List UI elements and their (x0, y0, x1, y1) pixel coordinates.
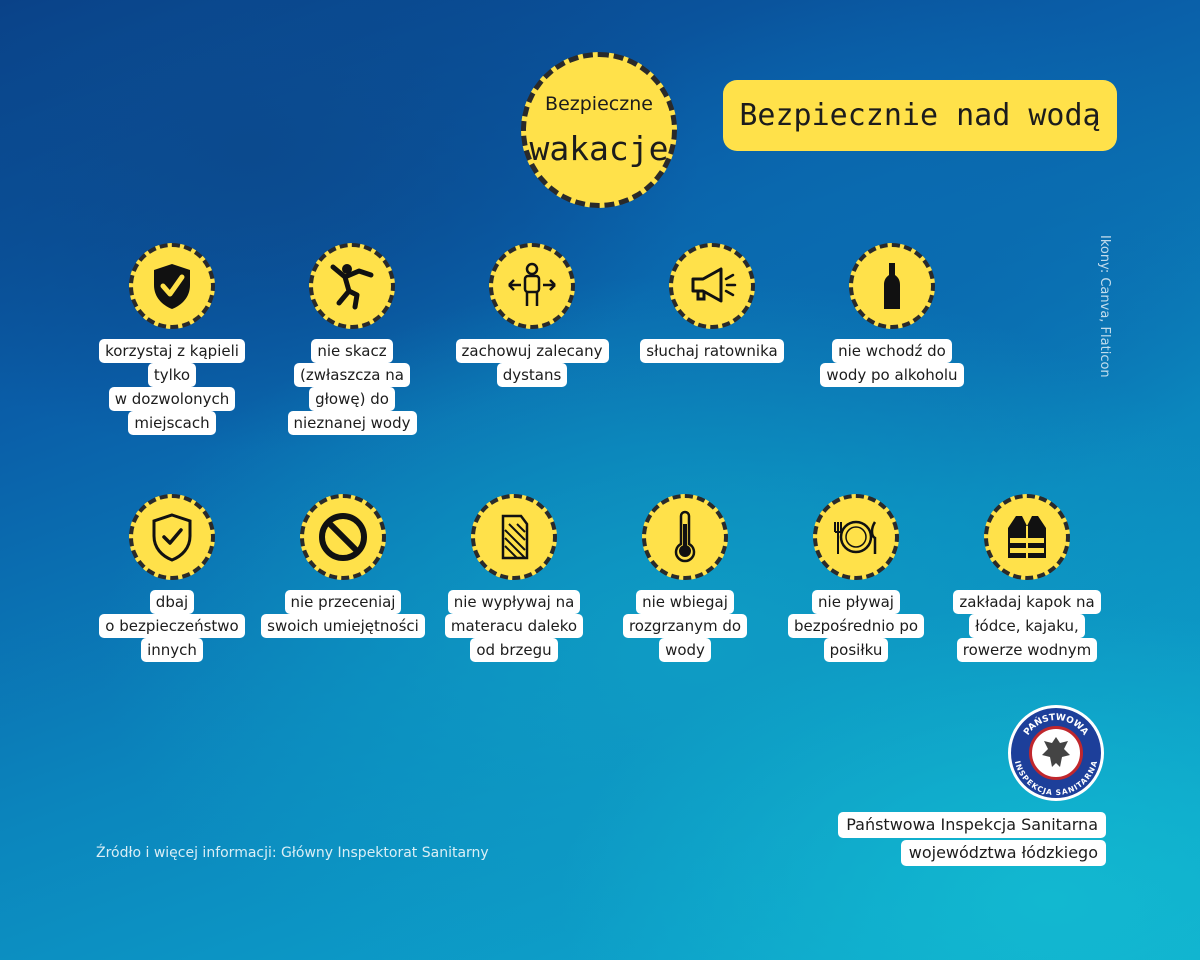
tip-label-line: wody po alkoholu (820, 363, 963, 387)
tip-label-line: głowę) do (309, 387, 395, 411)
mattress-icon (487, 510, 541, 564)
tip-icon-circle (489, 243, 575, 329)
tip-label-line: (zwłaszcza na (294, 363, 410, 387)
logo-top-text: PAŃSTWOWA (1022, 712, 1090, 738)
org-line-2: województwa łódzkiego (901, 840, 1106, 866)
tip-label-line: nie wchodź do (832, 339, 952, 363)
tip-icon-circle (471, 494, 557, 580)
organization-name (820, 812, 1106, 866)
tip-label-line: nieznanej wody (288, 411, 417, 435)
tip-icon-circle (813, 494, 899, 580)
badge-big-text: wakacje (529, 129, 669, 168)
tip-label (262, 339, 442, 435)
tip-label-line: swoich umiejętności (261, 614, 425, 638)
meal-plate-icon (829, 510, 883, 564)
thermometer-icon (658, 510, 712, 564)
shield-outline-check-icon (145, 510, 199, 564)
bottle-icon (865, 259, 919, 313)
tip-label-line: wody (659, 638, 711, 662)
tip-icon-circle (669, 243, 755, 329)
tip-icon-circle (309, 243, 395, 329)
tip-icon-circle (300, 494, 386, 580)
tip-label-line: łódce, kajaku, (969, 614, 1084, 638)
tip-label (766, 590, 946, 662)
tip-label-line: tylko (148, 363, 196, 387)
jumping-person-icon (325, 259, 379, 313)
tip-label-line: nie pływaj (812, 590, 900, 614)
tip-label (82, 590, 262, 662)
tip-label-line: zachowuj zalecany (456, 339, 609, 363)
tip-icon-circle (129, 243, 215, 329)
tip-icon-circle (849, 243, 935, 329)
tip-label-line: nie skacz (311, 339, 392, 363)
page-title: Bezpiecznie nad wodą (723, 80, 1117, 151)
tip-label-line: miejscach (128, 411, 215, 435)
tip-label (82, 339, 262, 435)
tip-label-line: nie przeceniaj (285, 590, 402, 614)
source-note: Źródło i więcej informacji: Główny Inspektorat Sanitarny (96, 845, 489, 861)
tip-label-line: dystans (497, 363, 568, 387)
tip-label (595, 590, 775, 662)
distance-person-icon (505, 259, 559, 313)
eagle-emblem-icon (1029, 726, 1083, 780)
tip-label-line: zakładaj kapok na (953, 590, 1100, 614)
tip-label-line: materacu daleko (445, 614, 583, 638)
summer-safety-badge (521, 52, 677, 208)
megaphone-icon (685, 259, 739, 313)
tip-label-line: od brzegu (470, 638, 557, 662)
sanitary-inspection-logo (1008, 705, 1104, 801)
tip-icon-circle (984, 494, 1070, 580)
tip-icon-circle (129, 494, 215, 580)
prohibited-icon (316, 510, 370, 564)
tip-label-line: o bezpieczeństwo (99, 614, 244, 638)
tip-label (253, 590, 433, 638)
tip-label-line: bezpośrednio po (788, 614, 924, 638)
badge-small-text: Bezpieczne (545, 93, 653, 115)
tip-icon-circle (642, 494, 728, 580)
shield-check-icon (145, 259, 199, 313)
tip-label (622, 339, 802, 363)
tip-label (937, 590, 1117, 662)
tip-label-line: rowerze wodnym (957, 638, 1098, 662)
logo-bottom-text: INSPEKCJA SANITARNA (1012, 759, 1100, 798)
org-line-1: Państwowa Inspekcja Sanitarna (838, 812, 1106, 838)
tip-label-line: rozgrzanym do (623, 614, 747, 638)
tip-label-line: słuchaj ratownika (640, 339, 783, 363)
icon-credits: Ikony: Canva, Flaticon (1097, 235, 1112, 378)
tip-label-line: nie wypływaj na (448, 590, 581, 614)
tip-label-line: innych (141, 638, 203, 662)
tip-label-line: w dozwolonych (109, 387, 236, 411)
tip-label (424, 590, 604, 662)
tip-label (802, 339, 982, 387)
tip-label-line: korzystaj z kąpieli (99, 339, 245, 363)
life-jacket-icon (1000, 510, 1054, 564)
tip-label (442, 339, 622, 387)
tip-label-line: dbaj (150, 590, 194, 614)
tip-label-line: posiłku (824, 638, 889, 662)
tip-label-line: nie wbiegaj (636, 590, 734, 614)
